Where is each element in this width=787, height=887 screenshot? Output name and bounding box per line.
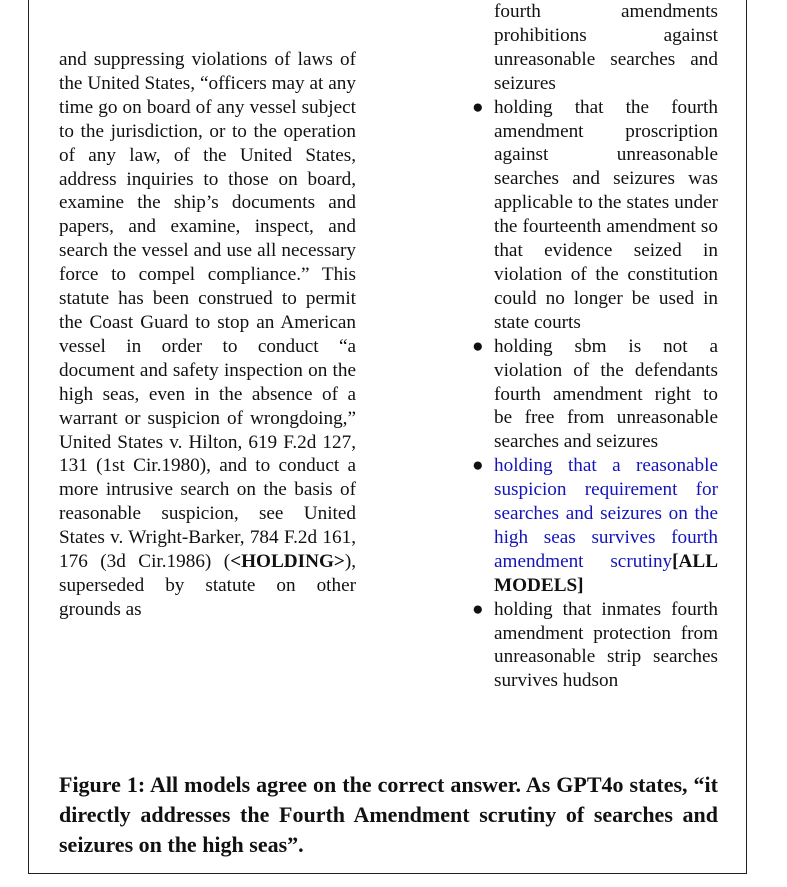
answer-options-column <box>470 0 718 693</box>
option-text: holding that inmates fourth amendment protection from unreasonable strip searches survives hudson <box>494 598 718 692</box>
case-context-paragraph <box>59 48 356 622</box>
context-text-before: and suppressing violations of laws of the United States, “officers may at any time go on board of any vessel subject to the jurisdiction, or to the operation of any law, of the United States, address inquiries to those on board, examine the ship’s documents and papers, and examine, inspect, and search the vessel and use all necessary force to compel compliance.” This statute has been construed to permit the Coast Guard to stop an American vessel in order to conduct “a document and safety inspection on the high seas, even in the absence of a warrant or suspicion of wrongdoing,” United States v. Hilton, 619 F.2d 127, 131 (1st Cir.1980), and to conduct a more intrusive search on the basis of reasonable suspicion, see United States v. Wright-Barker, 784 F.2d 161, 176 (3d Cir.1986) ( <box>59 49 356 573</box>
figure-caption: Figure 1: All models agree on the correct answer. As GPT4o states, “it directly addresses the Fourth Amendment scrutiny of searches and seizures on the high seas”. <box>59 772 718 857</box>
option-text: holding that the fourth amendment proscription against unreasonable searches and seizures was applicable to the states under the fourteenth amendment so that evidence seized in violation of the constitution could no longer be used in state courts <box>494 96 718 333</box>
bullet-icon: ● <box>472 96 484 118</box>
all-models-tag: [ALL MODELS] <box>494 550 718 596</box>
option-item <box>470 96 718 335</box>
bullet-icon: ● <box>472 455 484 477</box>
context-text-after: ), superseded by statute on other grounds as <box>59 551 356 620</box>
case-context-column <box>59 48 356 622</box>
option-text: holding sbm is not a violation of the defendants fourth amendment right to be free from unreasonable searches and seizures <box>494 335 718 453</box>
correct-option-text: holding that a reasonable suspicion requirement for searches and seizures on the high seas survives fourth amendment scrutiny <box>494 455 718 572</box>
answer-options-list <box>470 0 718 693</box>
option-item <box>470 598 718 694</box>
bullet-icon: ● <box>472 335 484 357</box>
option-continued: fourth amendments prohibitions against unreasonable searches and seizures <box>494 1 718 94</box>
option-item <box>470 335 718 455</box>
holding-placeholder: <HOLDING> <box>230 551 345 573</box>
bullet-icon: ● <box>472 598 484 620</box>
option-item-correct <box>470 454 718 597</box>
